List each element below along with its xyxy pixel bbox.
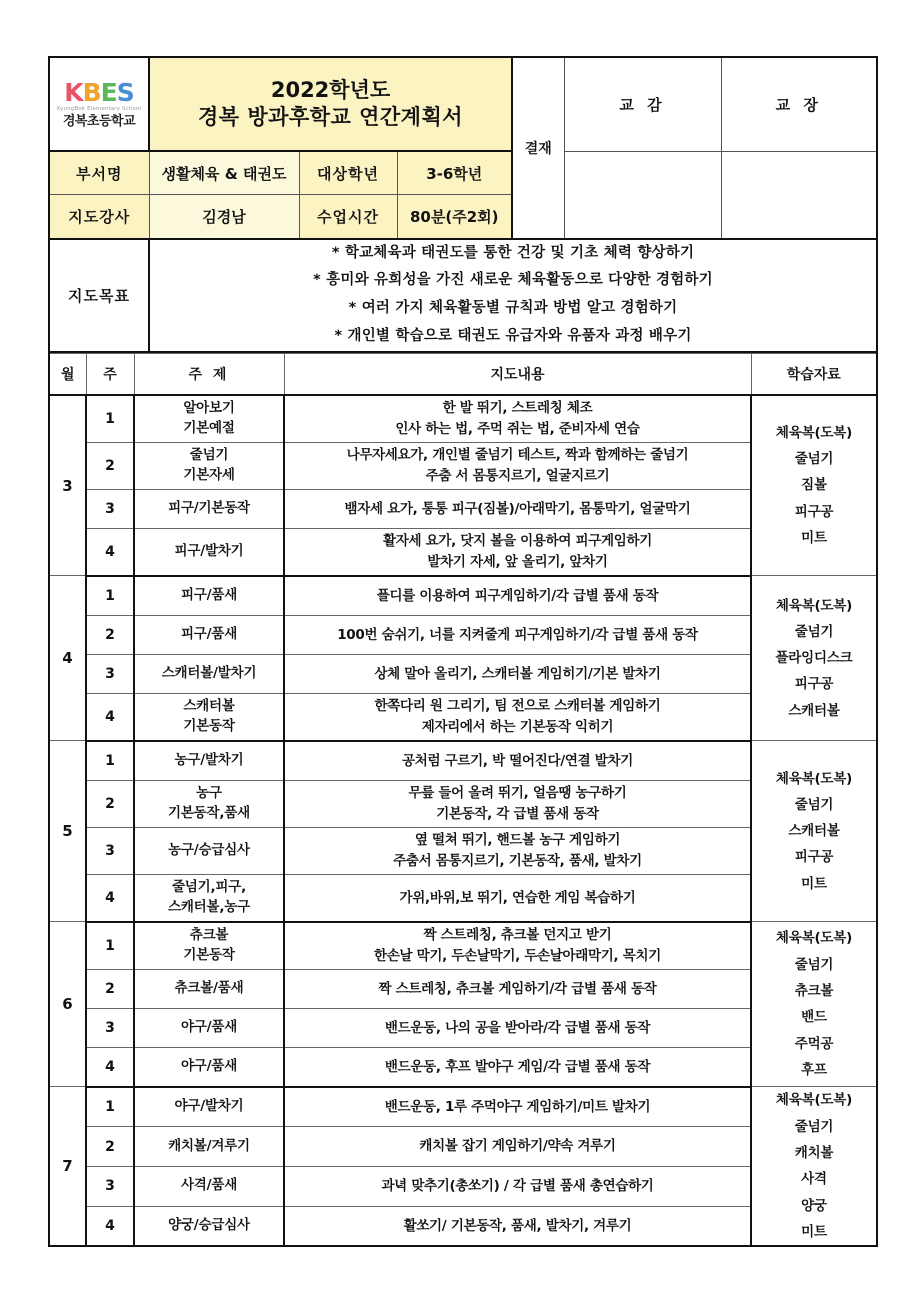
plan-material-item: 츄크볼 (794, 983, 834, 999)
plan-materials-cell (751, 1087, 877, 1246)
plan-week-cell: 1 (86, 395, 134, 443)
logo-letter-b: B (82, 77, 101, 107)
plan-topic-line: 기본동작 (183, 946, 235, 963)
plan-week-cell: 3 (86, 1008, 134, 1047)
plan-material-item: 체육복(도복) (775, 1092, 853, 1109)
plan-content-line: 밴드운동, 후프 발야구 게임/각 급별 품새 동작 (384, 1058, 651, 1075)
plan-material-item: 줄넘기 (794, 956, 834, 973)
plan-content-cell (284, 1166, 751, 1206)
plan-header-month: 월 (49, 353, 86, 395)
plan-content-cell (284, 1206, 751, 1246)
title-line-2: 경복 방과후학교 연간계획서 (197, 105, 464, 129)
plan-week-cell: 1 (86, 1087, 134, 1127)
plan-content-cell (284, 1127, 751, 1167)
goal-item: * 흥미와 유희성을 가진 새로운 체육활동으로 다양한 경험하기 (313, 272, 713, 289)
goals-label: 지도목표 (49, 239, 149, 352)
plan-topic-line: 스캐터볼/발차기 (161, 665, 257, 682)
plan-material-item: 사격 (801, 1171, 827, 1188)
plan-material-item: 체육복(도복) (775, 424, 853, 441)
plan-material-item: 주먹공 (794, 1035, 834, 1052)
plan-week-cell: 4 (86, 1047, 134, 1087)
plan-material-item: 캐치볼 (794, 1144, 834, 1161)
plan-topic-cell (134, 827, 284, 874)
approval-stamp-principal[interactable] (721, 151, 877, 239)
plan-week-cell: 3 (86, 654, 134, 693)
title-line-1: 2022학년도 (270, 78, 391, 103)
plan-month-cell: 5 (49, 741, 86, 922)
grade-value: 3-6학년 (397, 151, 512, 195)
duration-value: 80분(주2회) (397, 195, 512, 239)
plan-content-line: 인사 하는 법, 주먹 쥐는 법, 준비자세 연습 (395, 420, 640, 437)
plan-content-line: 밴드운동, 나의 공을 받아라/각 급별 품새 동작 (384, 1019, 651, 1036)
plan-week-cell: 4 (86, 528, 134, 576)
logo-subtitle: KyungBok Elementary School (56, 105, 142, 112)
plan-materials-cell (751, 395, 877, 576)
plan-material-item: 스캐터볼 (788, 823, 840, 840)
plan-content-line: 나무자세요가, 개인별 줄넘기 테스트, 짝과 함께하는 줄넘기 (346, 447, 689, 464)
plan-topic-line: 야구/품새 (180, 1058, 238, 1075)
plan-topic-line: 기본자세 (183, 466, 235, 483)
plan-header-week: 주 (86, 353, 134, 395)
plan-content-line: 활쏘기/ 기본동작, 품새, 발차기, 겨루기 (403, 1217, 632, 1234)
plan-content-cell (284, 693, 751, 741)
plan-content-line: 가위,바위,보 뛰기, 연습한 게임 복습하기 (399, 889, 636, 906)
plan-material-item: 미트 (801, 530, 827, 547)
plan-content-cell (284, 654, 751, 693)
plan-content-line: 발차기 자세, 앞 올리기, 앞차기 (427, 553, 608, 570)
plan-month-cell: 4 (49, 576, 86, 741)
plan-week-cell: 2 (86, 1127, 134, 1167)
plan-topic-line: 기본동작,품새 (168, 804, 250, 821)
plan-content-cell (284, 741, 751, 781)
school-logo-cell (49, 57, 149, 151)
plan-topic-cell (134, 741, 284, 781)
plan-topic-line: 피구/발차기 (174, 543, 244, 560)
plan-table-body (49, 353, 877, 1246)
plan-topic-cell (134, 442, 284, 489)
plan-week-cell: 3 (86, 827, 134, 874)
plan-material-item: 플라잉디스크 (775, 650, 853, 667)
plan-topic-line: 사격/품새 (180, 1177, 238, 1194)
duration-label: 수업시간 (299, 195, 397, 239)
plan-topic-cell (134, 874, 284, 922)
plan-week-cell: 1 (86, 922, 134, 970)
teacher-label: 지도강사 (49, 195, 149, 239)
plan-material-item: 후프 (801, 1061, 827, 1078)
plan-week-cell: 2 (86, 442, 134, 489)
plan-materials-cell (751, 741, 877, 922)
plan-content-line: 짝 스트레칭, 츄크볼 던지고 받기 (423, 927, 612, 944)
plan-topic-line: 야구/품새 (180, 1019, 238, 1036)
plan-row (49, 741, 877, 781)
plan-material-item: 피구공 (794, 849, 834, 866)
plan-topic-line: 스캐터볼,농구 (168, 898, 250, 915)
plan-content-cell (284, 969, 751, 1008)
plan-week-cell: 2 (86, 615, 134, 654)
plan-content-cell (284, 489, 751, 528)
logo-letter-k: K (64, 77, 83, 107)
plan-topic-cell (134, 1166, 284, 1206)
plan-content-line: 캐치볼 잡기 게임하기/약속 겨루기 (419, 1138, 616, 1155)
plan-materials-cell (751, 922, 877, 1087)
plan-topic-line: 기본동작 (183, 717, 235, 734)
plan-content-line: 한 발 뛰기, 스트레칭 체조 (442, 400, 593, 417)
plan-topic-line: 기본예절 (183, 419, 235, 436)
plan-material-item: 피구공 (794, 503, 834, 520)
plan-topic-cell (134, 576, 284, 616)
goals-row (49, 239, 877, 352)
plan-material-item: 줄넘기 (794, 623, 834, 640)
plan-material-item: 줄넘기 (794, 1118, 834, 1135)
plan-topic-line: 줄넘기,피구, (171, 879, 247, 896)
goal-item: * 개인별 학습으로 태권도 유급자와 유품자 과정 배우기 (334, 327, 692, 344)
plan-content-cell (284, 1047, 751, 1087)
teacher-value: 김경남 (149, 195, 299, 239)
plan-content-line: 제자리에서 하는 기본동작 익히기 (421, 718, 614, 735)
plan-topic-cell (134, 528, 284, 576)
plan-month-cell: 6 (49, 922, 86, 1087)
plan-content-line: 기본동작, 각 급별 품새 동작 (436, 805, 599, 822)
plan-row (49, 922, 877, 970)
plan-material-item: 줄넘기 (794, 796, 834, 813)
plan-material-item: 스캐터볼 (788, 702, 840, 719)
header-row-title (49, 57, 877, 151)
plan-material-item: 양궁 (801, 1197, 827, 1214)
plan-week-cell: 4 (86, 874, 134, 922)
plan-content-line: 과녁 맞추기(총쏘기) / 각 급별 품새 총연습하기 (381, 1178, 654, 1195)
plan-content-line: 플디를 이용하여 피구게임하기/각 급별 품새 동작 (376, 587, 659, 604)
plan-material-item: 밴드 (801, 1009, 827, 1026)
plan-week-cell: 1 (86, 576, 134, 616)
plan-topic-line: 알아보기 (183, 400, 235, 417)
plan-topic-cell (134, 615, 284, 654)
plan-topic-line: 양궁/승급심사 (168, 1217, 250, 1234)
approval-slot-principal-label: 교 장 (721, 57, 877, 151)
plan-content-cell (284, 1008, 751, 1047)
plan-content-cell (284, 395, 751, 443)
plan-topic-line: 농구 (196, 785, 222, 802)
plan-week-cell: 2 (86, 969, 134, 1008)
plan-row (49, 576, 877, 616)
plan-topic-cell (134, 1127, 284, 1167)
plan-topic-line: 야구/발차기 (174, 1098, 244, 1115)
plan-material-item: 체육복(도복) (775, 597, 853, 614)
plan-topic-line: 피구/기본동작 (168, 500, 250, 517)
plan-content-line: 옆 떨쳐 뛰기, 핸드볼 농구 게임하기 (414, 832, 621, 849)
plan-content-cell (284, 528, 751, 576)
plan-material-item: 피구공 (794, 676, 834, 693)
plan-content-line: 밴드운동, 1루 주먹야구 게임하기/미트 발차기 (384, 1098, 651, 1115)
school-logo (50, 77, 148, 130)
plan-content-line: 무릎 들어 올려 뛰기, 얼음땡 농구하기 (408, 785, 627, 802)
plan-header-topic: 주 제 (134, 353, 284, 395)
approval-stamp-vice-principal[interactable] (564, 151, 721, 239)
plan-topic-line: 농구/발차기 (174, 752, 244, 769)
plan-content-cell (284, 827, 751, 874)
plan-topic-line: 츄크볼/품새 (174, 980, 244, 997)
plan-header-content: 지도내용 (284, 353, 751, 395)
logo-letter-e: E (100, 77, 117, 107)
plan-material-item: 미트 (801, 875, 827, 892)
plan-content-cell (284, 780, 751, 827)
plan-topic-line: 피구/품새 (180, 626, 238, 643)
plan-content-line: 주춤서 몸통지르기, 기본동작, 품새, 발차기 (393, 852, 642, 869)
plan-material-item: 줄넘기 (794, 451, 834, 468)
plan-material-item: 미트 (801, 1223, 827, 1240)
plan-topic-cell (134, 1087, 284, 1127)
document-header-table (48, 56, 878, 353)
plan-topic-line: 농구/승급심사 (168, 842, 250, 859)
goal-item: * 학교체육과 태권도를 통한 건강 및 기초 체력 향상하기 (331, 244, 695, 261)
annual-plan-table (48, 353, 878, 1247)
plan-header-materials: 학습자료 (751, 353, 877, 395)
plan-content-line: 뱀자세 요가, 통통 피구(짐볼)/아래막기, 몸통막기, 얼굴막기 (344, 500, 691, 517)
header-row-dept (49, 151, 877, 195)
logo-letter-s: S (116, 77, 134, 107)
plan-topic-line: 캐치볼/겨루기 (168, 1137, 250, 1154)
plan-week-cell: 2 (86, 780, 134, 827)
plan-row (49, 395, 877, 443)
plan-month-cell: 7 (49, 1087, 86, 1246)
approval-label: 결재 (512, 57, 564, 239)
plan-topic-line: 피구/품새 (180, 587, 238, 604)
plan-topic-cell (134, 1047, 284, 1087)
plan-topic-cell (134, 922, 284, 970)
dept-value: 생활체육 & 태권도 (149, 151, 299, 195)
plan-content-cell (284, 922, 751, 970)
plan-content-line: 상체 말아 올리기, 스캐터볼 게임히기/기본 발차기 (374, 665, 661, 682)
plan-material-item: 체육복(도복) (775, 770, 853, 787)
plan-topic-cell (134, 693, 284, 741)
plan-week-cell: 1 (86, 741, 134, 781)
plan-topic-cell (134, 969, 284, 1008)
plan-content-line: 활자세 요가, 닷지 볼을 이용하여 피구게임하기 (383, 533, 652, 550)
plan-content-cell (284, 874, 751, 922)
plan-content-line: 주춤 서 몸통지르기, 얼굴지르기 (425, 467, 610, 484)
dept-label: 부서명 (49, 151, 149, 195)
plan-topic-line: 스캐터볼 (183, 698, 235, 715)
approval-slot-vice-principal-label: 교 감 (564, 57, 721, 151)
plan-content-line: 공처럼 구르기, 박 떨어진다/연결 발차기 (402, 752, 633, 769)
plan-week-cell: 4 (86, 1206, 134, 1246)
plan-week-cell: 3 (86, 489, 134, 528)
plan-topic-cell (134, 489, 284, 528)
plan-header-row (49, 353, 877, 395)
plan-content-cell (284, 615, 751, 654)
plan-topic-line: 줄넘기 (189, 447, 229, 464)
plan-material-item: 체육복(도복) (775, 930, 853, 947)
plan-materials-cell (751, 576, 877, 741)
logo-acronym (64, 77, 134, 107)
plan-week-cell: 4 (86, 693, 134, 741)
plan-topic-cell (134, 1206, 284, 1246)
plan-row (49, 1087, 877, 1127)
plan-content-cell (284, 442, 751, 489)
plan-month-cell: 3 (49, 395, 86, 576)
logo-korean-name: 경복초등학교 (62, 114, 136, 130)
grade-label: 대상학년 (299, 151, 397, 195)
plan-content-line: 한쪽다리 원 그리기, 팀 전으로 스캐터볼 게임하기 (374, 698, 661, 715)
goal-item: * 여러 가지 체육활동별 규칙과 방법 알고 경험하기 (348, 300, 678, 317)
plan-content-line: 짝 스트레칭, 츄크볼 게임하기/각 급별 품새 동작 (378, 980, 657, 997)
plan-content-cell (284, 576, 751, 616)
plan-topic-cell (134, 654, 284, 693)
plan-material-item: 짐볼 (801, 477, 827, 494)
plan-content-cell (284, 1087, 751, 1127)
plan-topic-cell (134, 1008, 284, 1047)
plan-content-line: 100번 숨쉬기, 너를 지켜줄게 피구게임하기/각 급별 품새 동작 (337, 626, 698, 643)
document-title-cell (149, 57, 512, 151)
plan-content-line: 한손날 막기, 두손날막기, 두손날아래막기, 목치기 (374, 947, 661, 964)
plan-week-cell: 3 (86, 1166, 134, 1206)
plan-topic-cell (134, 395, 284, 443)
goals-body (149, 239, 877, 352)
plan-topic-cell (134, 780, 284, 827)
plan-topic-line: 츄크볼 (189, 927, 229, 944)
